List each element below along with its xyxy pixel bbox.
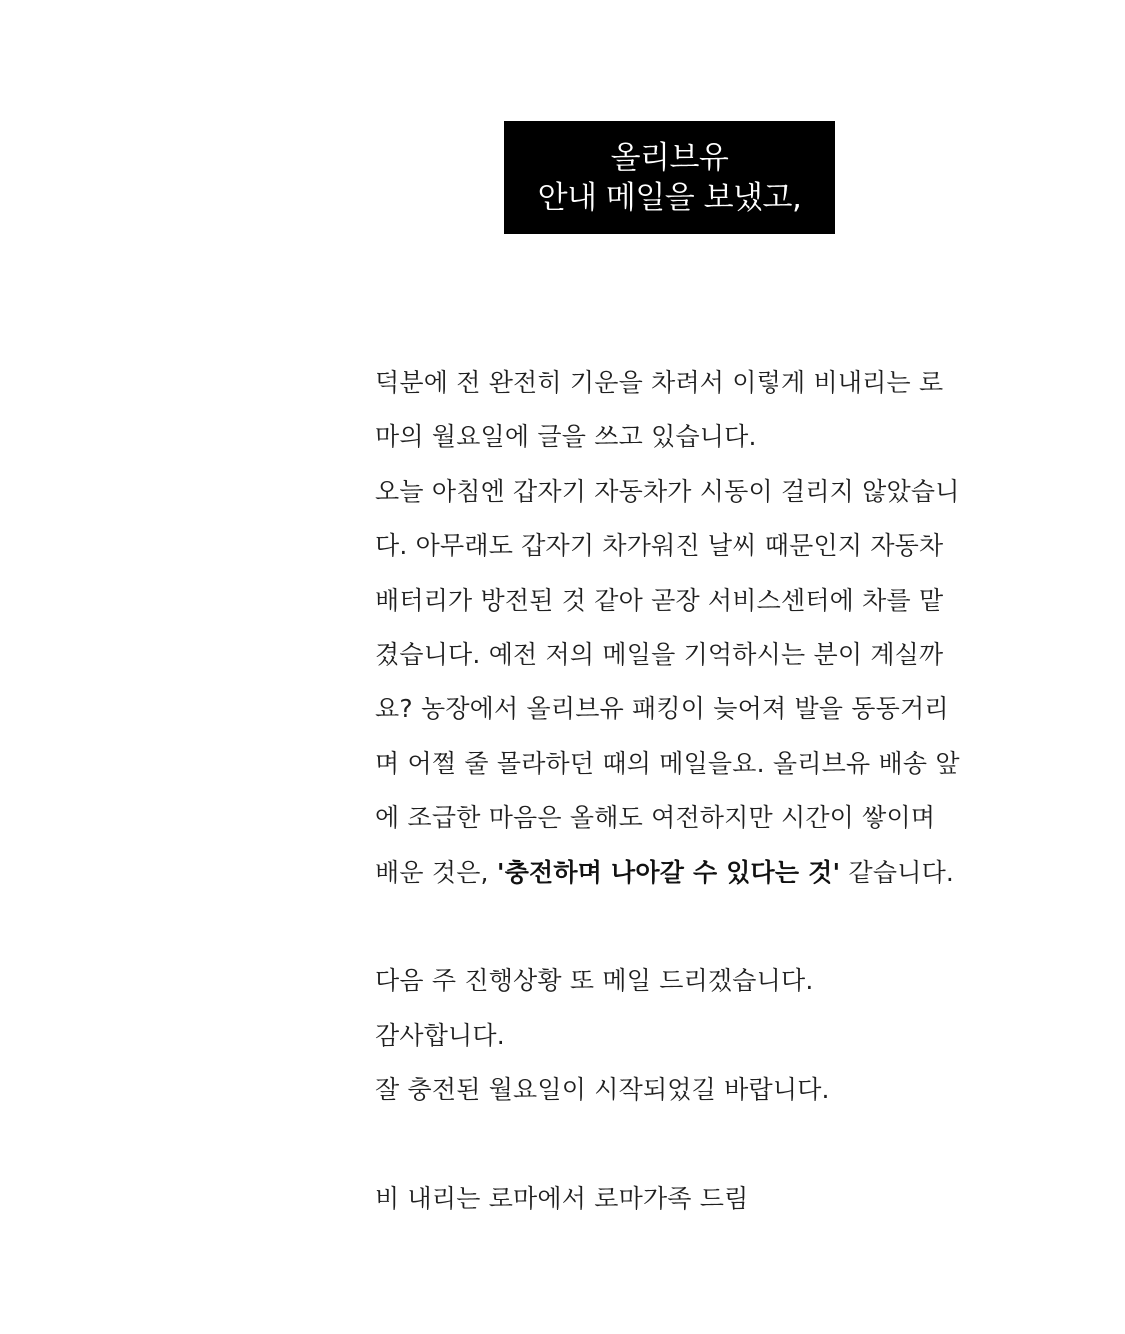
letter-line: 오늘 아침엔 갑자기 자동차가 시동이 걸리지 않았습니 (375, 476, 960, 506)
letter-line-emphasis (375, 846, 1015, 900)
letter-body (375, 356, 1015, 1226)
letter-line: 요? 농장에서 올리브유 패킹이 늦어져 발을 동동거리 (375, 694, 949, 724)
letter-line: 겼습니다. 예전 저의 메일을 기억하시는 분이 계실까 (375, 639, 944, 669)
caption-line-1: 올리브유 (610, 139, 729, 176)
letter-line-prefix: 배운 것은, (375, 857, 497, 887)
letter-line: 잘 충전된 월요일이 시작되었길 바랍니다. (375, 1075, 830, 1105)
letter-line: 며 어쩔 줄 몰라하던 때의 메일을요. 올리브유 배송 앞 (375, 748, 960, 778)
emphasis-text: '충전하며 나아갈 수 있다는 것' (496, 857, 841, 887)
letter-line: 감사합니다. (375, 1020, 505, 1050)
letter-line: 덕분에 전 완전히 기운을 차려서 이렇게 비내리는 로 (375, 368, 944, 397)
paragraph-spacer (375, 900, 1015, 954)
letter-line: 배터리가 방전된 것 같아 곧장 서비스센터에 차를 맡 (375, 585, 944, 615)
letter-line: 다. 아무래도 갑자기 차가워진 날씨 때문인지 자동차 (375, 531, 944, 561)
letter-line: 마의 월요일에 글을 쓰고 있습니다. (375, 422, 757, 452)
caption-box (504, 121, 835, 234)
paragraph-spacer (375, 1117, 1015, 1171)
signature: 비 내리는 로마에서 로마가족 드림 (375, 1183, 749, 1213)
caption-line-2: 안내 메일을 보냈고, (537, 179, 802, 216)
letter-line: 에 조급한 마음은 올해도 여전하지만 시간이 쌓이며 (375, 803, 936, 833)
letter-line-suffix: 같습니다. (840, 857, 955, 887)
letter-line: 다음 주 진행상황 또 메일 드리겠습니다. (375, 966, 814, 996)
